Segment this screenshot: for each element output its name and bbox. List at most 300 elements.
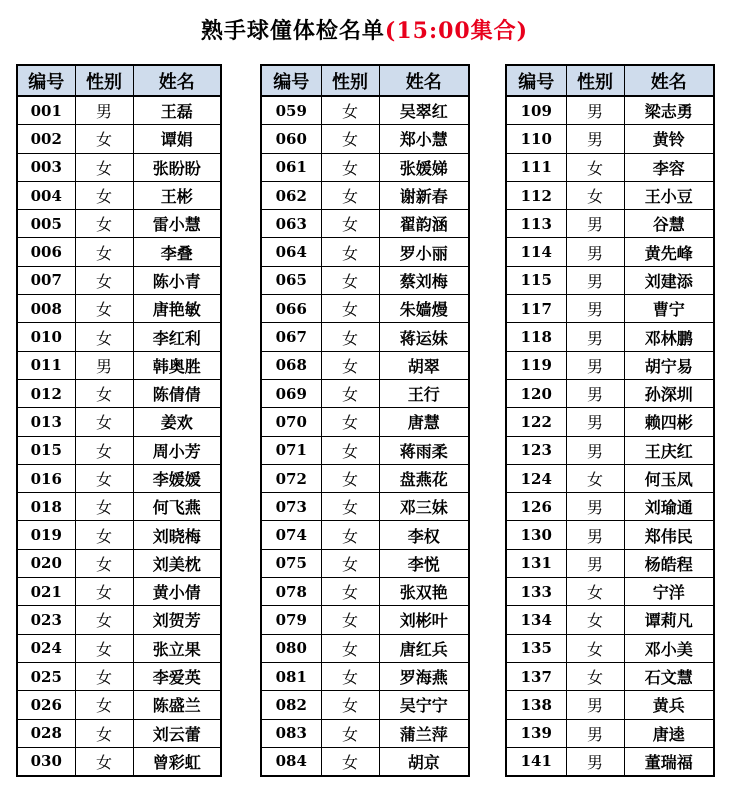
table-row — [261, 549, 469, 577]
name-cell: 梁志勇 — [624, 96, 714, 125]
number-cell: 131 — [506, 549, 566, 577]
name-cell: 刘晓梅 — [133, 521, 221, 549]
gender-cell: 女 — [321, 96, 379, 125]
number-cell: 124 — [506, 464, 566, 492]
table-row — [506, 521, 714, 549]
table-row — [261, 408, 469, 436]
name-cell: 何玉凤 — [624, 464, 714, 492]
table-row — [506, 210, 714, 238]
gender-cell: 女 — [321, 351, 379, 379]
header-gender: 性别 — [75, 65, 133, 96]
gender-cell: 女 — [75, 181, 133, 209]
number-cell: 007 — [17, 266, 75, 294]
name-cell: 蒋雨柔 — [379, 436, 469, 464]
name-cell: 刘贺芳 — [133, 606, 221, 634]
number-cell: 081 — [261, 662, 321, 690]
name-cell: 王小豆 — [624, 181, 714, 209]
name-cell: 吴宁宁 — [379, 691, 469, 719]
name-cell: 唐红兵 — [379, 634, 469, 662]
name-cell: 宁洋 — [624, 578, 714, 606]
table-row — [506, 153, 714, 181]
header-row — [17, 65, 221, 96]
table-row — [506, 266, 714, 294]
gender-cell: 男 — [566, 351, 624, 379]
table-row — [506, 493, 714, 521]
name-cell: 李叠 — [133, 238, 221, 266]
number-cell: 004 — [17, 181, 75, 209]
gender-cell: 男 — [566, 436, 624, 464]
name-cell: 刘云蕾 — [133, 719, 221, 747]
table-row — [261, 125, 469, 153]
name-cell: 李悦 — [379, 549, 469, 577]
gender-cell: 女 — [75, 125, 133, 153]
name-cell: 董瑞福 — [624, 747, 714, 776]
table-row — [17, 96, 221, 125]
table-row — [506, 351, 714, 379]
name-cell: 罗海燕 — [379, 662, 469, 690]
table-row — [261, 662, 469, 690]
number-cell: 060 — [261, 125, 321, 153]
number-cell: 133 — [506, 578, 566, 606]
name-cell: 黄小倩 — [133, 578, 221, 606]
table-row — [506, 549, 714, 577]
name-cell: 谭莉凡 — [624, 606, 714, 634]
table-row — [261, 238, 469, 266]
gender-cell: 女 — [321, 408, 379, 436]
gender-cell: 男 — [566, 323, 624, 351]
name-cell: 邓林鹏 — [624, 323, 714, 351]
gender-cell: 女 — [566, 464, 624, 492]
gender-cell: 男 — [566, 719, 624, 747]
gender-cell: 女 — [75, 691, 133, 719]
name-cell: 曹宁 — [624, 295, 714, 323]
number-cell: 069 — [261, 379, 321, 407]
gender-cell: 女 — [75, 379, 133, 407]
number-cell: 024 — [17, 634, 75, 662]
table-row — [506, 578, 714, 606]
name-cell: 李容 — [624, 153, 714, 181]
number-cell: 118 — [506, 323, 566, 351]
number-cell: 139 — [506, 719, 566, 747]
gender-cell: 女 — [321, 606, 379, 634]
gender-cell: 女 — [321, 266, 379, 294]
gender-cell: 男 — [566, 238, 624, 266]
name-cell: 胡宁易 — [624, 351, 714, 379]
table-row — [17, 181, 221, 209]
header-name: 姓名 — [133, 65, 221, 96]
number-cell: 013 — [17, 408, 75, 436]
table-row — [261, 266, 469, 294]
name-cell: 陈小青 — [133, 266, 221, 294]
name-cell: 赖四彬 — [624, 408, 714, 436]
gender-cell: 女 — [566, 662, 624, 690]
number-cell: 137 — [506, 662, 566, 690]
name-cell: 罗小丽 — [379, 238, 469, 266]
header-name: 姓名 — [624, 65, 714, 96]
table-row — [17, 521, 221, 549]
roster-table-3 — [505, 64, 715, 777]
number-cell: 120 — [506, 379, 566, 407]
gender-cell: 女 — [566, 634, 624, 662]
header-number: 编号 — [17, 65, 75, 96]
number-cell: 066 — [261, 295, 321, 323]
table-row — [506, 747, 714, 776]
number-cell: 023 — [17, 606, 75, 634]
table-row — [17, 691, 221, 719]
name-cell: 唐艳敏 — [133, 295, 221, 323]
table-row — [261, 436, 469, 464]
table-row — [17, 295, 221, 323]
name-cell: 张立果 — [133, 634, 221, 662]
table-row — [506, 606, 714, 634]
header-name: 姓名 — [379, 65, 469, 96]
number-cell: 070 — [261, 408, 321, 436]
gender-cell: 女 — [566, 153, 624, 181]
name-cell: 石文慧 — [624, 662, 714, 690]
name-cell: 黄铃 — [624, 125, 714, 153]
number-cell: 141 — [506, 747, 566, 776]
gender-cell: 女 — [321, 436, 379, 464]
number-cell: 006 — [17, 238, 75, 266]
name-cell: 张盼盼 — [133, 153, 221, 181]
table-row — [17, 493, 221, 521]
gender-cell: 女 — [75, 266, 133, 294]
number-cell: 078 — [261, 578, 321, 606]
number-cell: 114 — [506, 238, 566, 266]
gender-cell: 女 — [75, 521, 133, 549]
table-row — [261, 691, 469, 719]
number-cell: 084 — [261, 747, 321, 776]
name-cell: 李红利 — [133, 323, 221, 351]
gender-cell: 女 — [75, 464, 133, 492]
gender-cell: 女 — [566, 606, 624, 634]
name-cell: 刘彬叶 — [379, 606, 469, 634]
gender-cell: 女 — [75, 408, 133, 436]
number-cell: 002 — [17, 125, 75, 153]
name-cell: 郑伟民 — [624, 521, 714, 549]
table-row — [261, 747, 469, 776]
name-cell: 翟韵涵 — [379, 210, 469, 238]
table-row — [17, 634, 221, 662]
table-row — [17, 153, 221, 181]
table-row — [261, 295, 469, 323]
name-cell: 李权 — [379, 521, 469, 549]
header-row — [506, 65, 714, 96]
gender-cell: 男 — [75, 96, 133, 125]
table-row — [17, 464, 221, 492]
table-row — [506, 238, 714, 266]
number-cell: 028 — [17, 719, 75, 747]
number-cell: 067 — [261, 323, 321, 351]
gender-cell: 女 — [75, 238, 133, 266]
number-cell: 080 — [261, 634, 321, 662]
gender-cell: 女 — [75, 549, 133, 577]
gender-cell: 女 — [75, 719, 133, 747]
table-row — [506, 436, 714, 464]
name-cell: 吴翠红 — [379, 96, 469, 125]
table-row — [17, 323, 221, 351]
gender-cell: 女 — [321, 464, 379, 492]
gender-cell: 女 — [321, 493, 379, 521]
table-row — [17, 719, 221, 747]
number-cell: 117 — [506, 295, 566, 323]
number-cell: 083 — [261, 719, 321, 747]
gender-cell: 男 — [566, 96, 624, 125]
number-cell: 072 — [261, 464, 321, 492]
gender-cell: 女 — [321, 719, 379, 747]
gender-cell: 男 — [566, 379, 624, 407]
gender-cell: 女 — [321, 210, 379, 238]
table-row — [506, 295, 714, 323]
name-cell: 王彬 — [133, 181, 221, 209]
name-cell: 周小芳 — [133, 436, 221, 464]
gender-cell: 男 — [566, 747, 624, 776]
number-cell: 109 — [506, 96, 566, 125]
table-row — [261, 323, 469, 351]
name-cell: 王庆红 — [624, 436, 714, 464]
name-cell: 唐慧 — [379, 408, 469, 436]
number-cell: 015 — [17, 436, 75, 464]
name-cell: 黄先峰 — [624, 238, 714, 266]
name-cell: 韩奥胜 — [133, 351, 221, 379]
name-cell: 郑小慧 — [379, 125, 469, 153]
table-row — [506, 181, 714, 209]
number-cell: 061 — [261, 153, 321, 181]
table-row — [506, 323, 714, 351]
number-cell: 112 — [506, 181, 566, 209]
number-cell: 075 — [261, 549, 321, 577]
gender-cell: 女 — [321, 662, 379, 690]
number-cell: 003 — [17, 153, 75, 181]
name-cell: 邓小美 — [624, 634, 714, 662]
roster-table-2 — [260, 64, 470, 777]
name-cell: 雷小慧 — [133, 210, 221, 238]
number-cell: 110 — [506, 125, 566, 153]
name-cell: 蒲兰萍 — [379, 719, 469, 747]
number-cell: 012 — [17, 379, 75, 407]
number-cell: 079 — [261, 606, 321, 634]
table-row — [506, 464, 714, 492]
gender-cell: 女 — [321, 549, 379, 577]
header-gender: 性别 — [566, 65, 624, 96]
gender-cell: 女 — [321, 379, 379, 407]
gender-cell: 女 — [321, 323, 379, 351]
name-cell: 邓三妹 — [379, 493, 469, 521]
table-row — [261, 96, 469, 125]
number-cell: 001 — [17, 96, 75, 125]
gender-cell: 女 — [321, 578, 379, 606]
table-row — [17, 578, 221, 606]
number-cell: 111 — [506, 153, 566, 181]
number-cell: 062 — [261, 181, 321, 209]
gender-cell: 女 — [321, 634, 379, 662]
number-cell: 005 — [17, 210, 75, 238]
number-cell: 016 — [17, 464, 75, 492]
table-row — [17, 408, 221, 436]
name-cell: 李爱英 — [133, 662, 221, 690]
name-cell: 谭娟 — [133, 125, 221, 153]
header-row — [261, 65, 469, 96]
name-cell: 陈盛兰 — [133, 691, 221, 719]
name-cell: 王磊 — [133, 96, 221, 125]
gender-cell: 女 — [321, 295, 379, 323]
name-cell: 张双艳 — [379, 578, 469, 606]
table-row — [17, 351, 221, 379]
name-cell: 黄兵 — [624, 691, 714, 719]
table-row — [17, 606, 221, 634]
name-cell: 陈倩倩 — [133, 379, 221, 407]
table-row — [261, 464, 469, 492]
header-number: 编号 — [261, 65, 321, 96]
table-row — [506, 662, 714, 690]
table-row — [506, 379, 714, 407]
table-row — [17, 210, 221, 238]
name-cell: 姜欢 — [133, 408, 221, 436]
table-row — [261, 578, 469, 606]
table-row — [17, 266, 221, 294]
gender-cell: 女 — [566, 578, 624, 606]
gender-cell: 男 — [566, 295, 624, 323]
name-cell: 刘美枕 — [133, 549, 221, 577]
number-cell: 063 — [261, 210, 321, 238]
table-row — [506, 408, 714, 436]
gender-cell: 女 — [566, 181, 624, 209]
number-cell: 113 — [506, 210, 566, 238]
gender-cell: 女 — [75, 634, 133, 662]
table-row — [261, 606, 469, 634]
gender-cell: 女 — [321, 238, 379, 266]
gender-cell: 女 — [75, 295, 133, 323]
number-cell: 018 — [17, 493, 75, 521]
gender-cell: 男 — [75, 351, 133, 379]
number-cell: 138 — [506, 691, 566, 719]
table-row — [17, 379, 221, 407]
number-cell: 073 — [261, 493, 321, 521]
gender-cell: 女 — [321, 125, 379, 153]
number-cell: 082 — [261, 691, 321, 719]
title-time: (15:00集合) — [384, 18, 529, 44]
table-row — [17, 238, 221, 266]
gender-cell: 男 — [566, 408, 624, 436]
name-cell: 朱嫱熳 — [379, 295, 469, 323]
gender-cell: 女 — [321, 521, 379, 549]
gender-cell: 女 — [75, 493, 133, 521]
table-row — [506, 691, 714, 719]
number-cell: 030 — [17, 747, 75, 776]
number-cell: 126 — [506, 493, 566, 521]
gender-cell: 男 — [566, 549, 624, 577]
table-row — [17, 662, 221, 690]
gender-cell: 女 — [75, 153, 133, 181]
table-row — [261, 493, 469, 521]
name-cell: 何飞燕 — [133, 493, 221, 521]
gender-cell: 男 — [566, 266, 624, 294]
number-cell: 068 — [261, 351, 321, 379]
table-row — [261, 153, 469, 181]
gender-cell: 男 — [566, 493, 624, 521]
number-cell: 119 — [506, 351, 566, 379]
name-cell: 蒋运妹 — [379, 323, 469, 351]
table-row — [506, 719, 714, 747]
table-row — [506, 96, 714, 125]
table-row — [261, 181, 469, 209]
number-cell: 130 — [506, 521, 566, 549]
number-cell: 134 — [506, 606, 566, 634]
name-cell: 胡京 — [379, 747, 469, 776]
table-row — [17, 436, 221, 464]
table-row — [17, 125, 221, 153]
roster-table-1 — [16, 64, 222, 777]
gender-cell: 男 — [566, 691, 624, 719]
gender-cell: 女 — [75, 606, 133, 634]
title-main: 熟手球僮体检名单 — [200, 18, 385, 44]
number-cell: 071 — [261, 436, 321, 464]
gender-cell: 男 — [566, 210, 624, 238]
name-cell: 唐逵 — [624, 719, 714, 747]
name-cell: 蔡刘梅 — [379, 266, 469, 294]
gender-cell: 女 — [75, 210, 133, 238]
number-cell: 008 — [17, 295, 75, 323]
number-cell: 011 — [17, 351, 75, 379]
number-cell: 059 — [261, 96, 321, 125]
number-cell: 064 — [261, 238, 321, 266]
number-cell: 020 — [17, 549, 75, 577]
gender-cell: 女 — [75, 578, 133, 606]
number-cell: 122 — [506, 408, 566, 436]
name-cell: 王行 — [379, 379, 469, 407]
name-cell: 孙深圳 — [624, 379, 714, 407]
table-row — [17, 549, 221, 577]
gender-cell: 女 — [321, 181, 379, 209]
table-row — [506, 125, 714, 153]
table-row — [261, 351, 469, 379]
number-cell: 135 — [506, 634, 566, 662]
name-cell: 胡翠 — [379, 351, 469, 379]
number-cell: 074 — [261, 521, 321, 549]
table-row — [261, 521, 469, 549]
number-cell: 123 — [506, 436, 566, 464]
table-row — [261, 634, 469, 662]
header-number: 编号 — [506, 65, 566, 96]
gender-cell: 男 — [566, 125, 624, 153]
name-cell: 刘瑜通 — [624, 493, 714, 521]
name-cell: 刘建添 — [624, 266, 714, 294]
number-cell: 019 — [17, 521, 75, 549]
number-cell: 115 — [506, 266, 566, 294]
gender-cell: 女 — [75, 436, 133, 464]
gender-cell: 女 — [75, 747, 133, 776]
number-cell: 021 — [17, 578, 75, 606]
number-cell: 065 — [261, 266, 321, 294]
number-cell: 010 — [17, 323, 75, 351]
gender-cell: 女 — [321, 691, 379, 719]
table-row — [506, 634, 714, 662]
number-cell: 025 — [17, 662, 75, 690]
gender-cell: 女 — [321, 747, 379, 776]
name-cell: 李媛媛 — [133, 464, 221, 492]
table-row — [17, 747, 221, 776]
header-gender: 性别 — [321, 65, 379, 96]
gender-cell: 女 — [75, 323, 133, 351]
name-cell: 杨皓程 — [624, 549, 714, 577]
table-row — [261, 719, 469, 747]
name-cell: 张媛娣 — [379, 153, 469, 181]
page-title — [0, 14, 729, 45]
gender-cell: 女 — [321, 153, 379, 181]
name-cell: 谷慧 — [624, 210, 714, 238]
name-cell: 谢新春 — [379, 181, 469, 209]
name-cell: 曾彩虹 — [133, 747, 221, 776]
